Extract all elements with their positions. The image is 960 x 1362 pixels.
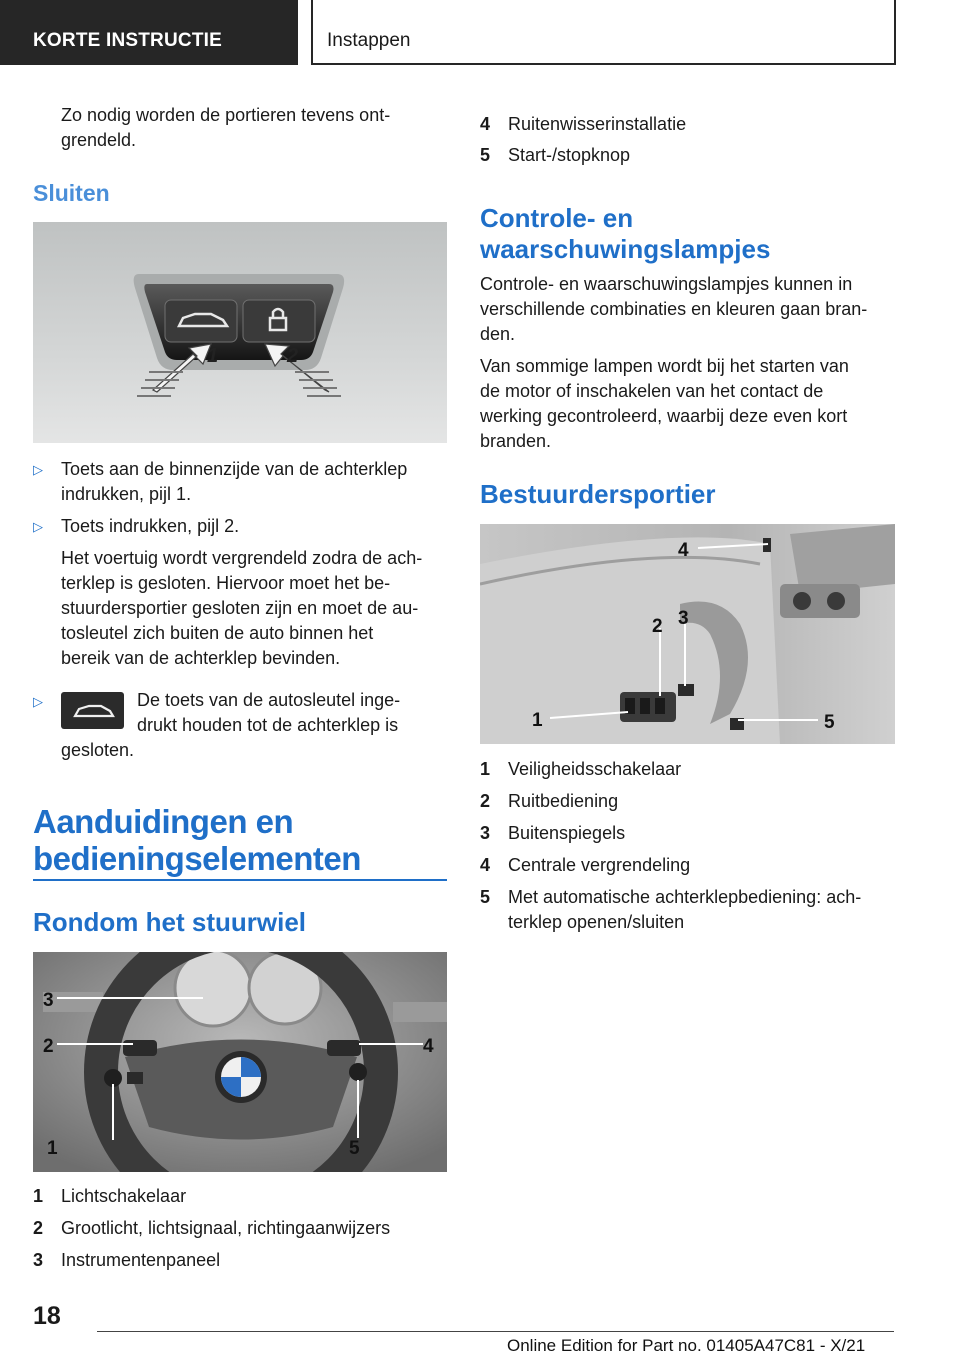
section-tab: KORTE INSTRUCTIE	[0, 0, 298, 65]
controle-p2-l2: de motor of inschakelen van het contact de	[480, 381, 824, 401]
controle-p2-l4: branden.	[480, 431, 552, 451]
wheel-list-text-2: Grootlicht, lichtsignaal, richtingaanwijzers	[61, 1218, 391, 1238]
wheel-list-num-3: 3	[33, 1250, 44, 1270]
door-list-text-1: Veiligheidsschakelaar	[508, 759, 682, 779]
bullet-3-line-2: drukt houden tot de achterklep is	[137, 715, 399, 735]
wheel-label-2: 2	[43, 1036, 54, 1057]
chapter-tab: Instappen	[311, 0, 896, 65]
door-list-text-2: Ruitbediening	[508, 791, 619, 811]
wheel-list-text-5: Start-/stopknop	[508, 145, 631, 165]
door-list-num-5: 5	[480, 887, 491, 907]
driver-door-image	[480, 524, 895, 744]
main-heading-line-2: bedieningselementen	[33, 840, 361, 877]
heading-rule	[33, 879, 447, 881]
bullet-3-line-3: gesloten.	[61, 740, 135, 760]
stuurwiel-heading: Rondom het stuurwiel	[33, 907, 306, 937]
wheel-list-num-2: 2	[33, 1218, 44, 1238]
door-list-num-3: 3	[480, 823, 491, 843]
wheel-list-text-3: Instrumentenpaneel	[61, 1250, 221, 1270]
bullet-3-line-1: De toets van de autosleutel inge-	[137, 690, 401, 710]
bullet-1-line-1: Toets aan de binnenzijde van de achterklep	[61, 459, 408, 479]
door-list-num-2: 2	[480, 791, 491, 811]
intro-line-1: Zo nodig worden de portieren tevens ont-	[61, 105, 391, 125]
controle-p2-l1: Van sommige lampen wordt bij het starten van	[480, 356, 849, 376]
intro-line-2: grendeld.	[61, 130, 137, 150]
door-label-3: 3	[678, 608, 689, 629]
door-label-5: 5	[824, 712, 835, 733]
wheel-label-5: 5	[349, 1138, 360, 1159]
controle-p1-l2: verschillende combinaties en kleuren gaan bran-	[480, 299, 868, 319]
bullet-2-para-5: bereik van de achterklep bevinden.	[61, 648, 341, 668]
bullet-2-icon: ▷	[33, 519, 43, 534]
door-list-num-4: 4	[480, 855, 491, 875]
key-trunk-button-icon	[61, 692, 124, 729]
door-list-text-5-cont: terklep openen/sluiten	[508, 912, 685, 932]
wheel-label-4: 4	[423, 1036, 434, 1057]
page-number: 18	[33, 1302, 61, 1330]
arrow-1-label: 1	[207, 345, 219, 367]
wheel-list-text-4: Ruitenwisserinstallatie	[508, 114, 687, 134]
door-label-2: 2	[652, 616, 663, 637]
door-list-text-5: Met automatische achterklepbediening: ach-	[508, 887, 862, 907]
bullet-2-line-1: Toets indrukken, pijl 2.	[61, 516, 240, 536]
sluiten-heading: Sluiten	[33, 180, 110, 206]
bullet-2-para-1: Het voertuig wordt vergrendeld zodra de ach-	[61, 548, 423, 568]
bullet-1-line-2: indrukken, pijl 1.	[61, 484, 192, 504]
door-list-num-1: 1	[480, 759, 491, 779]
door-list-text-4: Centrale vergrendeling	[508, 855, 691, 875]
controle-p1-l3: den.	[480, 324, 516, 344]
door-list-text-3: Buitenspiegels	[508, 823, 626, 843]
main-heading-line-1: Aanduidingen en	[33, 803, 294, 840]
wheel-list-num-1: 1	[33, 1186, 44, 1206]
controle-heading-line-2: waarschuwingslampjes	[480, 234, 771, 264]
controle-p1-l1: Controle- en waarschuwingslampjes kunnen in	[480, 274, 853, 294]
footer-edition: Online Edition for Part no. 01405A47C81 - X/21	[507, 1336, 866, 1355]
wheel-label-3: 3	[43, 990, 54, 1011]
bullet-2-para-2: terklep is gesloten. Hiervoor moet het be-	[61, 573, 391, 593]
tailgate-switch-image	[33, 222, 447, 443]
door-label-4: 4	[678, 540, 689, 561]
arrow-2-label: 2	[287, 345, 299, 367]
bullet-3-icon: ▷	[33, 694, 43, 709]
bullet-1-icon: ▷	[33, 462, 43, 477]
door-label-1: 1	[532, 710, 543, 731]
controle-heading-line-1: Controle- en	[480, 203, 634, 233]
controle-p2-l3: werking gecontroleerd, waarbij deze even kort	[480, 406, 848, 426]
bullet-2-para-3: stuurdersportier gesloten zijn en moet de au-	[61, 598, 419, 618]
door-heading: Bestuurdersportier	[480, 479, 716, 509]
footer-rule	[97, 1331, 894, 1332]
steering-wheel-image	[33, 952, 447, 1172]
bullet-2-para-4: tosleutel zich buiten de auto binnen het	[61, 623, 374, 643]
wheel-list-text-1: Lichtschakelaar	[61, 1186, 187, 1206]
wheel-list-num-4: 4	[480, 114, 491, 134]
wheel-label-1: 1	[47, 1138, 58, 1159]
wheel-list-num-5: 5	[480, 145, 491, 165]
